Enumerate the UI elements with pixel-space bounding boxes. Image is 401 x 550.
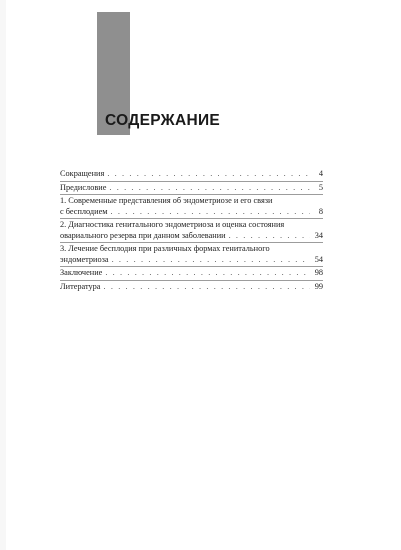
toc-entry-chapter-3 (60, 243, 323, 267)
dot-leader (109, 183, 310, 194)
toc-page-number: 54 (314, 254, 323, 264)
toc-entry-title: Литература (60, 281, 101, 291)
toc-entry-preface (60, 182, 323, 196)
dot-leader (104, 282, 311, 293)
toc-entry-title-line-1: 2. Диагностика генитального эндометриоза и оценка состояния (60, 220, 285, 229)
dot-leader (229, 231, 310, 242)
toc-page-number: 4 (318, 169, 323, 178)
toc-entry-title-line-1: 3. Лечение бесплодия при различных формах генитального (60, 244, 270, 253)
dot-leader (107, 169, 310, 180)
toc-entry-title: Сокращения (60, 169, 105, 178)
toc-entry-title-line-1: 1. Современные представления об эндометриозе и его связи (60, 196, 273, 205)
page-title: СОДЕРЖАНИЕ (105, 112, 221, 129)
toc-entry-references (60, 281, 323, 294)
toc-entry-chapter-1 (60, 195, 323, 219)
toc-page-number: 99 (314, 281, 323, 291)
dot-leader (111, 207, 310, 218)
dot-leader (105, 268, 310, 279)
table-of-contents (60, 168, 323, 293)
toc-entry-title-line-2: овариального резерва при данном заболевании (60, 230, 226, 240)
toc-entry-title: Предисловие (60, 182, 107, 192)
toc-entry-title-line-2: с бесплодием (60, 206, 108, 216)
toc-page-number: 5 (318, 182, 323, 192)
toc-page-number: 98 (314, 268, 323, 277)
toc-entry-chapter-2 (60, 219, 323, 243)
toc-entry-abbreviations (60, 168, 323, 182)
toc-page-number: 34 (314, 230, 323, 240)
dot-leader (112, 255, 310, 266)
toc-entry-conclusion (60, 267, 323, 281)
toc-page-number: 8 (318, 206, 323, 216)
toc-entry-title: Заключение (60, 268, 103, 277)
page-margin-shadow (0, 0, 6, 550)
toc-entry-title-line-2: эндометриоза (60, 254, 109, 264)
